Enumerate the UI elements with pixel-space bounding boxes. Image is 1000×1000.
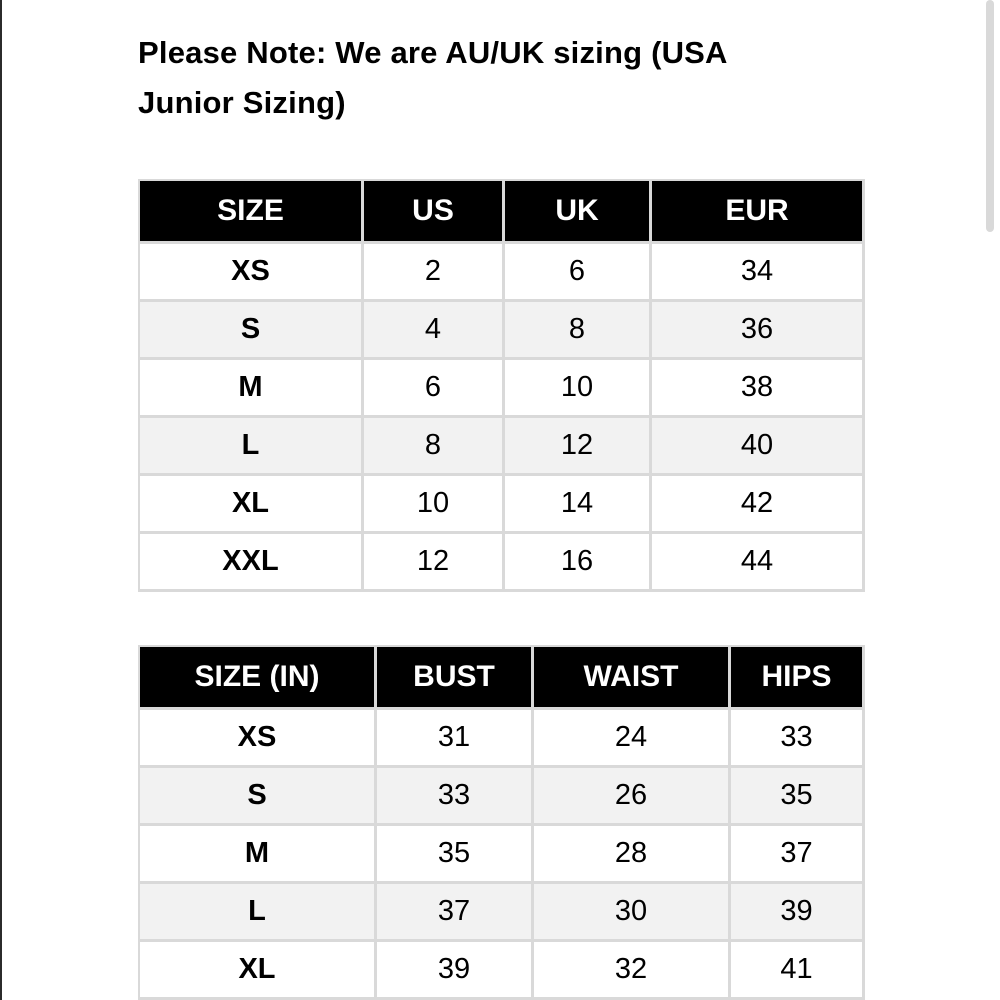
hips-cell: 39 <box>731 884 865 942</box>
table-row <box>140 476 865 534</box>
waist-cell: 30 <box>534 884 731 942</box>
hips-cell: 33 <box>731 710 865 768</box>
us-cell: 12 <box>364 534 505 592</box>
uk-cell: 6 <box>505 244 652 302</box>
waist-cell: 24 <box>534 710 731 768</box>
waist-cell: 28 <box>534 826 731 884</box>
eur-cell: 42 <box>652 476 865 534</box>
hips-cell: 37 <box>731 826 865 884</box>
size-cell: M <box>140 360 364 418</box>
table-row <box>140 534 865 592</box>
column-header-bust: BUST <box>377 647 534 710</box>
size-cell: XL <box>140 476 364 534</box>
column-header-uk: UK <box>505 181 652 244</box>
hips-cell: 35 <box>731 768 865 826</box>
bust-cell: 31 <box>377 710 534 768</box>
bust-cell: 37 <box>377 884 534 942</box>
uk-cell: 10 <box>505 360 652 418</box>
table-row <box>140 942 865 1000</box>
sizing-note: Please Note: We are AU/UK sizing (USA Junior Sizing) <box>138 35 727 120</box>
size-cell: S <box>140 302 364 360</box>
table-header-row <box>140 181 865 244</box>
eur-cell: 44 <box>652 534 865 592</box>
size-cell: S <box>140 768 377 826</box>
bust-cell: 39 <box>377 942 534 1000</box>
size-conversion-table <box>138 179 865 592</box>
table-row <box>140 884 865 942</box>
table-header-row <box>140 647 865 710</box>
bust-cell: 35 <box>377 826 534 884</box>
size-cell: L <box>140 884 377 942</box>
uk-cell: 8 <box>505 302 652 360</box>
size-cell: XS <box>140 244 364 302</box>
eur-cell: 36 <box>652 302 865 360</box>
column-header-size-in: SIZE (IN) <box>140 647 377 710</box>
body-measurement-table <box>138 645 865 1000</box>
table-row <box>140 710 865 768</box>
table-row <box>140 360 865 418</box>
page-left-border <box>0 0 2 1000</box>
vertical-scrollbar[interactable] <box>986 0 994 232</box>
size-cell: XS <box>140 710 377 768</box>
table-row <box>140 768 865 826</box>
hips-cell: 41 <box>731 942 865 1000</box>
size-cell: M <box>140 826 377 884</box>
table-row <box>140 826 865 884</box>
eur-cell: 38 <box>652 360 865 418</box>
column-header-hips: HIPS <box>731 647 865 710</box>
column-header-size: SIZE <box>140 181 364 244</box>
waist-cell: 26 <box>534 768 731 826</box>
table-row <box>140 302 865 360</box>
size-cell: L <box>140 418 364 476</box>
us-cell: 6 <box>364 360 505 418</box>
us-cell: 4 <box>364 302 505 360</box>
uk-cell: 14 <box>505 476 652 534</box>
eur-cell: 34 <box>652 244 865 302</box>
uk-cell: 16 <box>505 534 652 592</box>
us-cell: 2 <box>364 244 505 302</box>
bust-cell: 33 <box>377 768 534 826</box>
eur-cell: 40 <box>652 418 865 476</box>
table-row <box>140 418 865 476</box>
us-cell: 8 <box>364 418 505 476</box>
table-row <box>140 244 865 302</box>
column-header-eur: EUR <box>652 181 865 244</box>
column-header-waist: WAIST <box>534 647 731 710</box>
size-cell: XXL <box>140 534 364 592</box>
size-cell: XL <box>140 942 377 1000</box>
column-header-us: US <box>364 181 505 244</box>
uk-cell: 12 <box>505 418 652 476</box>
waist-cell: 32 <box>534 942 731 1000</box>
us-cell: 10 <box>364 476 505 534</box>
